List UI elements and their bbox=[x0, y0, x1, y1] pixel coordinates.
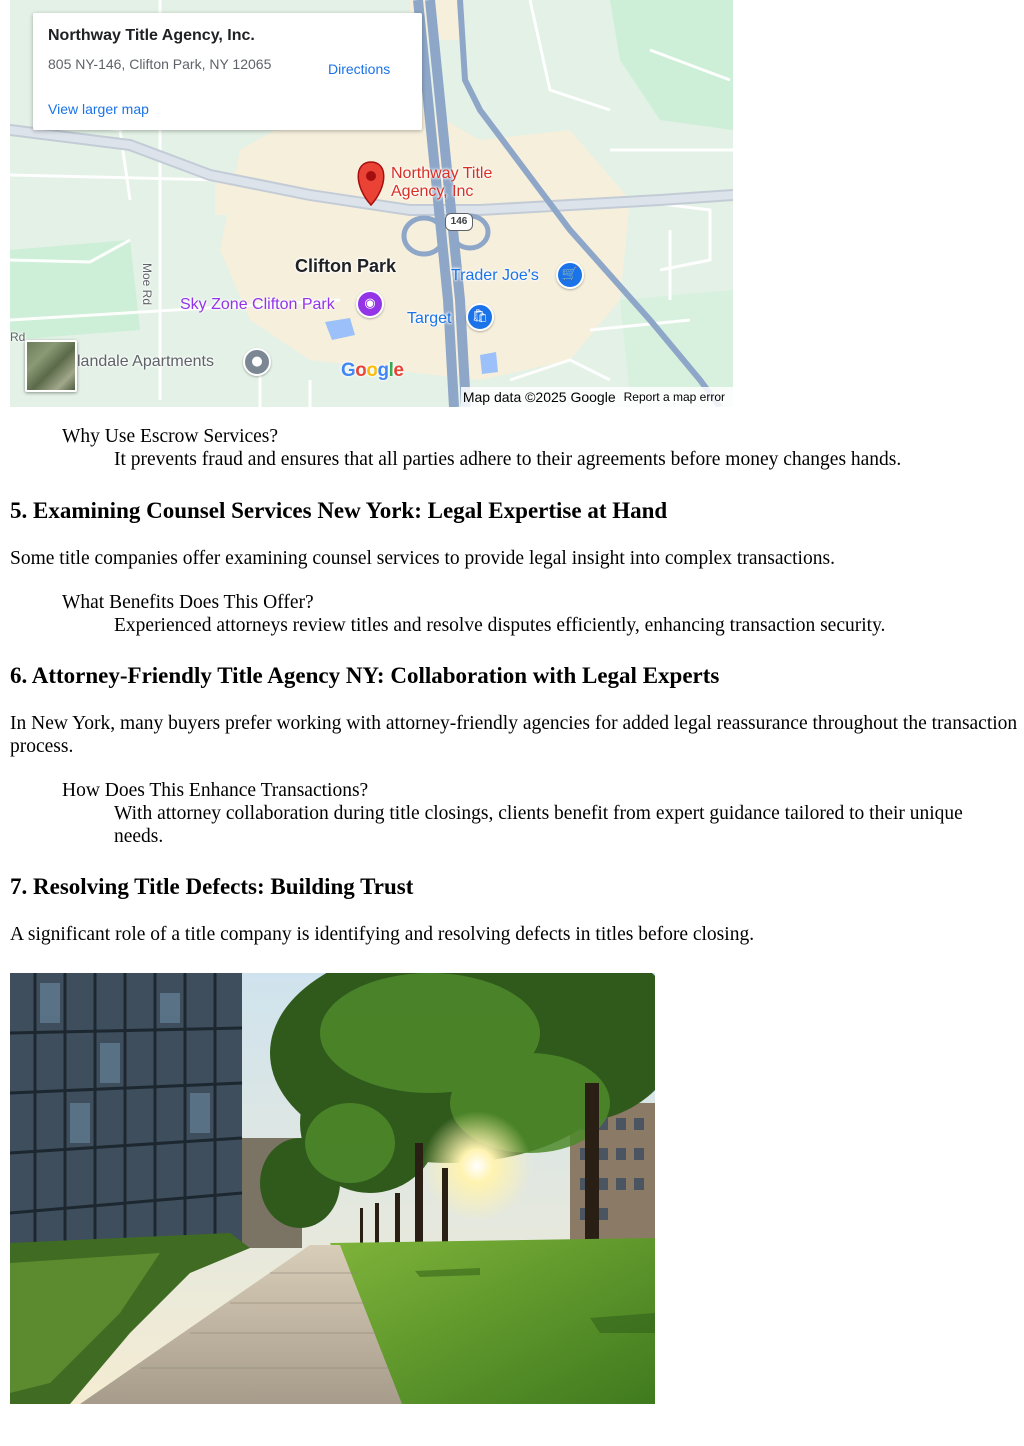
place-name: Northway Title Agency, Inc. bbox=[48, 27, 255, 44]
directions-link[interactable]: Directions bbox=[328, 61, 391, 77]
map-embed[interactable] bbox=[10, 0, 733, 407]
escrow-faq bbox=[10, 425, 1020, 471]
satellite-toggle-button[interactable] bbox=[25, 340, 77, 392]
counsel-faq bbox=[10, 591, 1020, 637]
map-label-apartments[interactable]: landale Apartments bbox=[77, 353, 214, 370]
map-label-business[interactable] bbox=[391, 165, 492, 201]
map-label-target[interactable]: Target bbox=[407, 310, 452, 327]
faq-answer: Experienced attorneys review titles and resolve disputes efficiently, enhancing transaction security. bbox=[114, 615, 886, 636]
faq-question: Why Use Escrow Services? bbox=[62, 426, 279, 447]
section-paragraph-7: A significant role of a title company is identifying and resolving defects in titles before closing. bbox=[10, 924, 755, 945]
map-label-town: Clifton Park bbox=[295, 256, 397, 276]
google-logo: Google bbox=[341, 360, 404, 381]
place-icon[interactable]: ● bbox=[243, 348, 271, 376]
office-park-illustration bbox=[10, 973, 655, 1404]
faq-answer: It prevents fraud and ensures that all parties adhere to their agreements before money changes hands. bbox=[114, 449, 902, 470]
view-larger-map-link[interactable]: View larger map bbox=[48, 101, 149, 117]
map-label-moe-rd: Moe Rd bbox=[140, 263, 154, 306]
map-attribution bbox=[461, 387, 733, 407]
attorney-faq bbox=[10, 779, 1020, 848]
place-info-card bbox=[33, 13, 422, 130]
report-map-error-link[interactable]: Report a map error bbox=[623, 390, 725, 404]
business-label-line1: Northway Title bbox=[391, 165, 493, 182]
route-146-shield: 146 bbox=[445, 213, 473, 231]
activity-icon[interactable]: ◉ bbox=[356, 290, 384, 318]
section-paragraph-5: Some title companies offer examining counsel services to provide legal insight into complex transactions. bbox=[10, 548, 835, 569]
section-heading-6: 6. Attorney-Friendly Title Agency NY: Collaboration with Legal Experts bbox=[10, 663, 720, 688]
map-label-sky-zone[interactable]: Sky Zone Clifton Park bbox=[180, 296, 335, 313]
section-heading-5: 5. Examining Counsel Services New York: Legal Expertise at Hand bbox=[10, 498, 668, 523]
map-label-trader-joes[interactable]: Trader Joe's bbox=[451, 267, 539, 284]
section-paragraph-6: In New York, many buyers prefer working with attorney-friendly agencies for added legal reassurance throughout the transaction process. bbox=[10, 713, 1018, 757]
map-label-rd: Rd bbox=[10, 330, 26, 344]
faq-answer: With attorney collaboration during title closings, clients benefit from expert guidance tailored to their unique needs. bbox=[114, 803, 963, 847]
article-body bbox=[10, 425, 1020, 946]
map-data-text: Map data ©2025 Google bbox=[462, 389, 616, 405]
faq-question: How Does This Enhance Transactions? bbox=[62, 780, 369, 801]
shopping-cart-icon[interactable]: 🛒 bbox=[556, 261, 584, 289]
office-park-photo bbox=[10, 973, 655, 1404]
business-label-line2: Agency, Inc bbox=[391, 183, 474, 200]
faq-question: What Benefits Does This Offer? bbox=[62, 592, 314, 613]
shopping-bag-icon[interactable]: 🛍 bbox=[466, 303, 494, 331]
section-heading-7: 7. Resolving Title Defects: Building Trust bbox=[10, 874, 414, 899]
place-address: 805 NY-146, Clifton Park, NY 12065 bbox=[48, 56, 272, 72]
